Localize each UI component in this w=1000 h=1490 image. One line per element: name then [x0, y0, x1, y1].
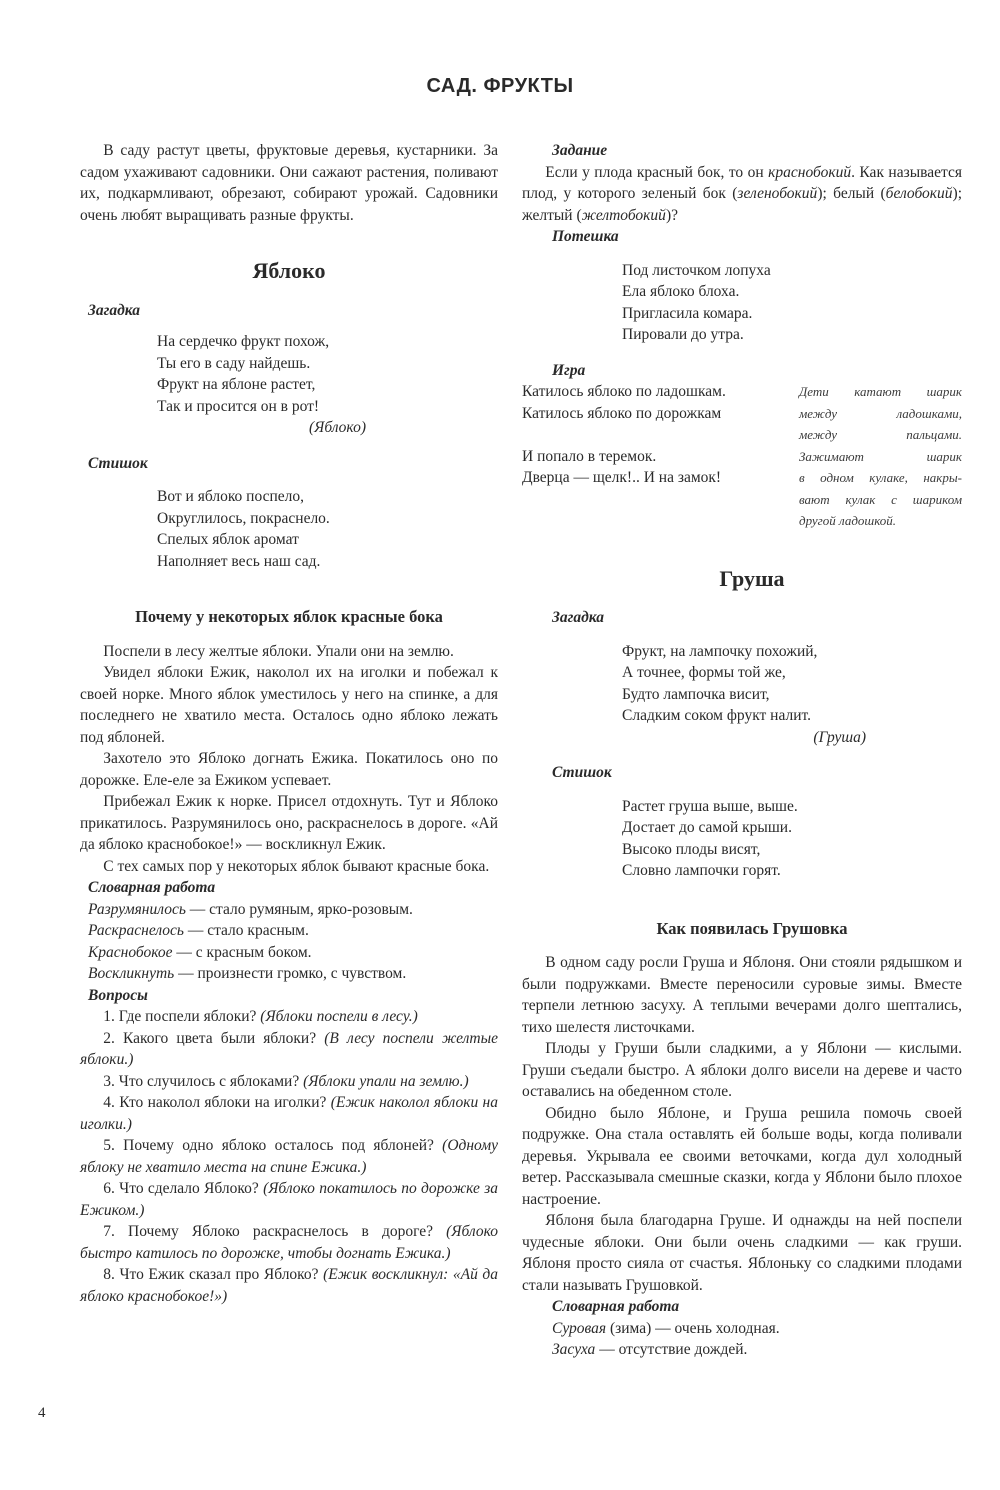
verse-line: Высоко плоды висят,: [622, 840, 761, 858]
left-column: [80, 140, 498, 1307]
pear-poem: [522, 796, 962, 882]
apple-heading: Яблоко: [252, 258, 326, 283]
question-item: 3. Что случилось с яблоками? (Яблоки упали на землю.): [103, 1072, 469, 1090]
story-heading: Почему у некоторых яблок красные бока: [135, 607, 443, 626]
verse-line: Спелых яблок аромат: [157, 531, 299, 548]
apple-poem: [80, 486, 498, 572]
verse-line: Округлилось, покраснело.: [157, 509, 330, 527]
vocab-entry: Засуха — отсутствие дождей.: [552, 1341, 748, 1358]
apple-riddle-label: Загадка: [88, 301, 141, 319]
game-block: [522, 381, 962, 532]
vocab-entry: Разрумянилось — стало румяным, ярко-розовым.: [88, 900, 413, 918]
game-lines: [522, 381, 726, 532]
story2-paragraph: Обидно было Яблоне, и Груша решила помочь своей подружке. Она стала оставлять ей больше воды, когда поливали деревья. Укрывала ее своими веточками, когда дул холодный ветер. Рассказывала смешные сказки, когда у Яблони было плохое настроение.: [522, 1104, 962, 1208]
pear-heading: Груша: [719, 565, 785, 591]
verse-line: Словно лампочки горят.: [622, 862, 781, 879]
story2-heading: Как появилась Грушовка: [656, 918, 848, 938]
verse-line: И попало в теремок.: [522, 447, 657, 465]
question-item: 7. Почему Яблоко раскраснелось в дороге? (Яблоко быстро катилось по дорожке, чтобы догнать Ежика.): [80, 1223, 498, 1262]
verse-line: Фрукт, на лампочку похожий,: [622, 642, 818, 660]
verse-line: Ты его в саду найдешь.: [157, 354, 311, 372]
verse-line: Дверца — щелк!.. И на замок!: [522, 469, 722, 486]
vocab-entry: Раскраснелось — стало красным.: [88, 922, 309, 939]
verse-line: Так и просится он в рот!: [157, 397, 320, 415]
verse-line: Сладким соком фрукт налит.: [622, 707, 811, 724]
page-title: САД. ФРУКТЫ: [426, 75, 574, 97]
question-item: 5. Почему одно яблоко осталось под яблоней? (Одному яблоку не хватило места на спине Ежика.): [80, 1137, 498, 1176]
game-label: Игра: [552, 361, 586, 379]
verse-line: Достает до самой крыши.: [622, 819, 792, 836]
story-paragraph: Захотело это Яблоко догнать Ежика. Покатилось оно по дорожке. Еле-еле за Ежиком успевает.: [80, 750, 498, 789]
pear-poem-label: Стишок: [552, 764, 612, 781]
vocab-entry: Краснобокое — с красным боком.: [88, 943, 312, 961]
question-item: 6. Что сделало Яблоко? (Яблоко покатилось по дорожке за Ежиком.): [80, 1180, 498, 1219]
verse-line: На сердечко фрукт похож,: [157, 333, 330, 350]
verse-line: А точнее, формы той же,: [622, 664, 786, 681]
verse-line: Под листочком лопуха: [622, 261, 771, 279]
verse-line: Пригласила комара.: [622, 304, 753, 322]
vocab-entry: Суровая (зима) — очень холодная.: [552, 1319, 780, 1337]
story-vocab-label: Словарная работа: [88, 879, 216, 896]
vocab-entry: Воскликнуть — произнести громко, с чувством.: [88, 965, 407, 982]
story2-paragraph: В одном саду росли Груша и Яблоня. Они стояли рядышком и были подружками. Вместе переносили суровые зимы. Вместе терпели летнюю засуху. А теплыми вечерами долго шептались, тихо шелестя листочками.: [522, 954, 962, 1036]
apple-riddle: [80, 331, 498, 417]
verse-line: Катилось яблоко по дорожкам: [522, 404, 722, 422]
question-item: 8. Что Ежик сказал про Яблоко? (Ежик воскликнул: «Ай да яблоко краснобокое!»): [80, 1266, 498, 1305]
apple-poem-label: Стишок: [88, 454, 148, 472]
question-item: 1. Где поспели яблоки? (Яблоки поспели в лесу.): [103, 1008, 418, 1025]
page-number: 4: [38, 1405, 46, 1421]
story2-paragraph: Яблоня была благодарна Груше. И однажды на ней поспели чудесные яблоки. Они были очень сладкими — как груши. Яблоня просто сияла от счастья. Яблоньку со сладкими плодами стали называть Грушовкой.: [522, 1212, 962, 1294]
right-column: [522, 140, 962, 1361]
verse-line: Наполняет весь наш сад.: [157, 552, 321, 570]
pear-riddle-answer: (Груша): [813, 728, 866, 746]
intro-paragraph: В саду растут цветы, фруктовые деревья, кустарники. За садом ухаживают садовники. Они сажают растения, поливают их, подкармливают, обрезают, собирают урожай. Садовники очень любят выращивать разные фрукты.: [80, 142, 498, 224]
verse-line: Пировали до утра.: [622, 326, 744, 343]
nursery-verse: [522, 260, 962, 346]
apple-riddle-answer: (Яблоко): [308, 419, 366, 436]
story2-vocab: [522, 1318, 962, 1361]
story-paragraph: Увидел яблоки Ежик, наколол их на иголки и побежал к своей норке. Много яблок уместилось у него на спинке, а для последнего не хватило места. Осталось одно яблоко лежать под яблоней.: [80, 664, 498, 746]
story-paragraph: С тех самых пор у некоторых яблок бывают красные бока.: [103, 857, 490, 875]
task-text: Если у плода красный бок, то он краснобокий. Как называется плод, у которого зеленый бок (зеленобокий); белый (белобокий); желтый (желтобокий)?: [522, 163, 963, 224]
story-paragraph: Поспели в лесу желтые яблоки. Упали они на землю.: [103, 642, 454, 660]
game-instructions: Дети катают шарик между ладошками, между пальцами. Зажимают шарик в одном кулаке, накры- вают кулак с шариком другой ладошкой.: [799, 384, 962, 528]
verse-line: Вот и яблоко поспело,: [157, 488, 305, 505]
verse-line: Ела яблоко блоха.: [622, 283, 740, 300]
verse-line: Катилось яблоко по ладошкам.: [522, 383, 726, 400]
question-item: 2. Какого цвета были яблоки? (В лесу поспели желтые яблоки.): [80, 1029, 498, 1068]
pear-riddle: [522, 641, 962, 727]
pear-riddle-label: Загадка: [552, 609, 605, 626]
verse-line: Растет груша выше, выше.: [622, 797, 798, 815]
nursery-label: Потешка: [552, 228, 619, 245]
story-vocab: [80, 899, 498, 985]
verse-line: Фрукт на яблоне растет,: [157, 376, 316, 393]
task-label: Задание: [552, 142, 608, 159]
story-paragraph: Прибежал Ежик к норке. Присел отдохнуть. Тут и Яблоко прикатилось. Разрумянилось оно, раскраснелось в дороге. «Ай да яблоко краснобокое!» — воскликнул Ежик.: [80, 793, 498, 853]
question-item: 4. Кто наколол яблоки на иголки? (Ежик наколол яблоки на иголки.): [80, 1094, 498, 1133]
story-questions-label: Вопросы: [88, 986, 148, 1004]
verse-line: Будто лампочка висит,: [622, 685, 770, 703]
story2-paragraph: Плоды у Груши были сладкими, а у Яблони — кислыми. Груши съедали быстро. А яблоки долго висели на дереве и часто оставались на обеденном столе.: [522, 1040, 962, 1100]
story2-vocab-label: Словарная работа: [552, 1298, 680, 1315]
